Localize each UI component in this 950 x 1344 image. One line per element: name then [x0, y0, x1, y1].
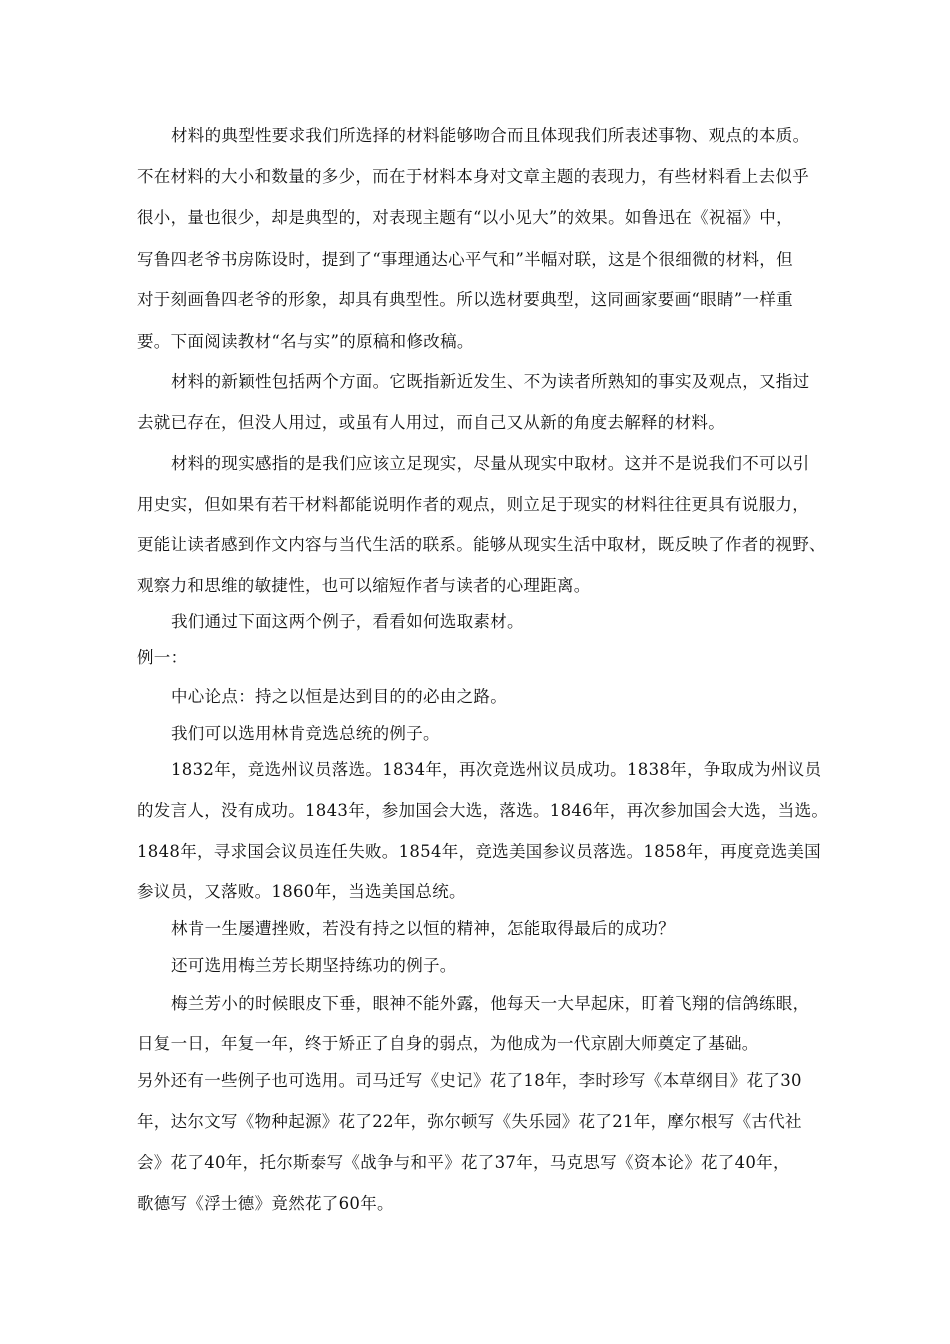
paragraph-line: 林肯一生屡遭挫败，若没有持之以恒的精神，怎能取得最后的成功？ — [171, 919, 675, 938]
paragraph-line: 去就已存在，但没人用过，或虽有人用过，而自己又从新的角度去解释的材料。 — [137, 413, 725, 432]
example-heading: 例一： — [137, 648, 188, 667]
paragraph-line: 日复一日，年复一年，终于矫正了自身的弱点，为他成为一代京剧大师奠定了基础。 — [137, 1034, 759, 1053]
paragraph-line: 我们通过下面这两个例子，看看如何选取素材。 — [171, 612, 524, 631]
paragraph-line: 用史实，但如果有若干材料都能说明作者的观点，则立足于现实的材料往往更具有说服力， — [137, 495, 809, 514]
paragraph-line: 要。下面阅读教材“名与实”的原稿和修改稿。 — [137, 332, 474, 351]
paragraph-line: 对于刻画鲁四老爷的形象，却具有典型性。所以选材要典型，这同画家要画“眼睛”一样重 — [137, 290, 793, 309]
paragraph-line: 歌德写《浮士德》竟然花了60年。 — [137, 1194, 394, 1213]
central-thesis: 中心论点：持之以恒是达到目的的必由之路。 — [171, 687, 507, 706]
paragraph-line: 梅兰芳小的时候眼皮下垂，眼神不能外露，他每天一大早起床，盯着飞翔的信鸽练眼， — [171, 994, 810, 1013]
paragraph-line: 还可选用梅兰芳长期坚持练功的例子。 — [171, 956, 457, 975]
paragraph-line: 更能让读者感到作文内容与当代生活的联系。能够从现实生活中取材，既反映了作者的视野、 — [137, 535, 826, 554]
paragraph-line: 另外还有一些例子也可选用。司马迁写《史记》花了18年，李时珍写《本草纲目》花了30 — [137, 1071, 802, 1090]
paragraph-line: 材料的典型性要求我们所选择的材料能够吻合而且体现我们所表述事物、观点的本质。 — [171, 126, 810, 145]
paragraph-line: 参议员，又落败。1860年，当选美国总统。 — [137, 882, 466, 901]
paragraph-line: 会》花了40年，托尔斯泰写《战争与和平》花了37年，马克思写《资本论》花了40年， — [137, 1153, 790, 1172]
paragraph-line: 不在材料的大小和数量的多少，而在于材料本身对文章主题的表现力，有些材料看上去似乎 — [137, 167, 809, 186]
paragraph-line: 材料的新颖性包括两个方面。它既指新近发生、不为读者所熟知的事实及观点，又指过 — [171, 372, 810, 391]
paragraph-line: 1848年，寻求国会议员连任失败。1854年，竞选美国参议员落选。1858年，再度竞选美国 — [137, 842, 821, 861]
paragraph-line: 1832年，竞选州议员落选。1834年，再次竞选州议员成功。1838年，争取成为州议员 — [171, 760, 822, 779]
paragraph-line: 很小，量也很少，却是典型的，对表现主题有“以小见大”的效果。如鲁迅在《祝福》中， — [137, 208, 793, 227]
paragraph-line: 写鲁四老爷书房陈设时，提到了“事理通达心平气和”半幅对联，这是个很细微的材料，但 — [137, 250, 793, 269]
paragraph-line: 的发言人，没有成功。1843年，参加国会大选，落选。1846年，再次参加国会大选，当选。 — [137, 801, 829, 820]
paragraph-line: 观察力和思维的敏捷性，也可以缩短作者与读者的心理距离。 — [137, 576, 591, 595]
paragraph-line: 材料的现实感指的是我们应该立足现实，尽量从现实中取材。这并不是说我们不可以引 — [171, 454, 810, 473]
paragraph-line: 我们可以选用林肯竞选总统的例子。 — [171, 724, 440, 743]
paragraph-line: 年，达尔文写《物种起源》花了22年，弥尔顿写《失乐园》花了21年，摩尔根写《古代社 — [137, 1112, 802, 1131]
